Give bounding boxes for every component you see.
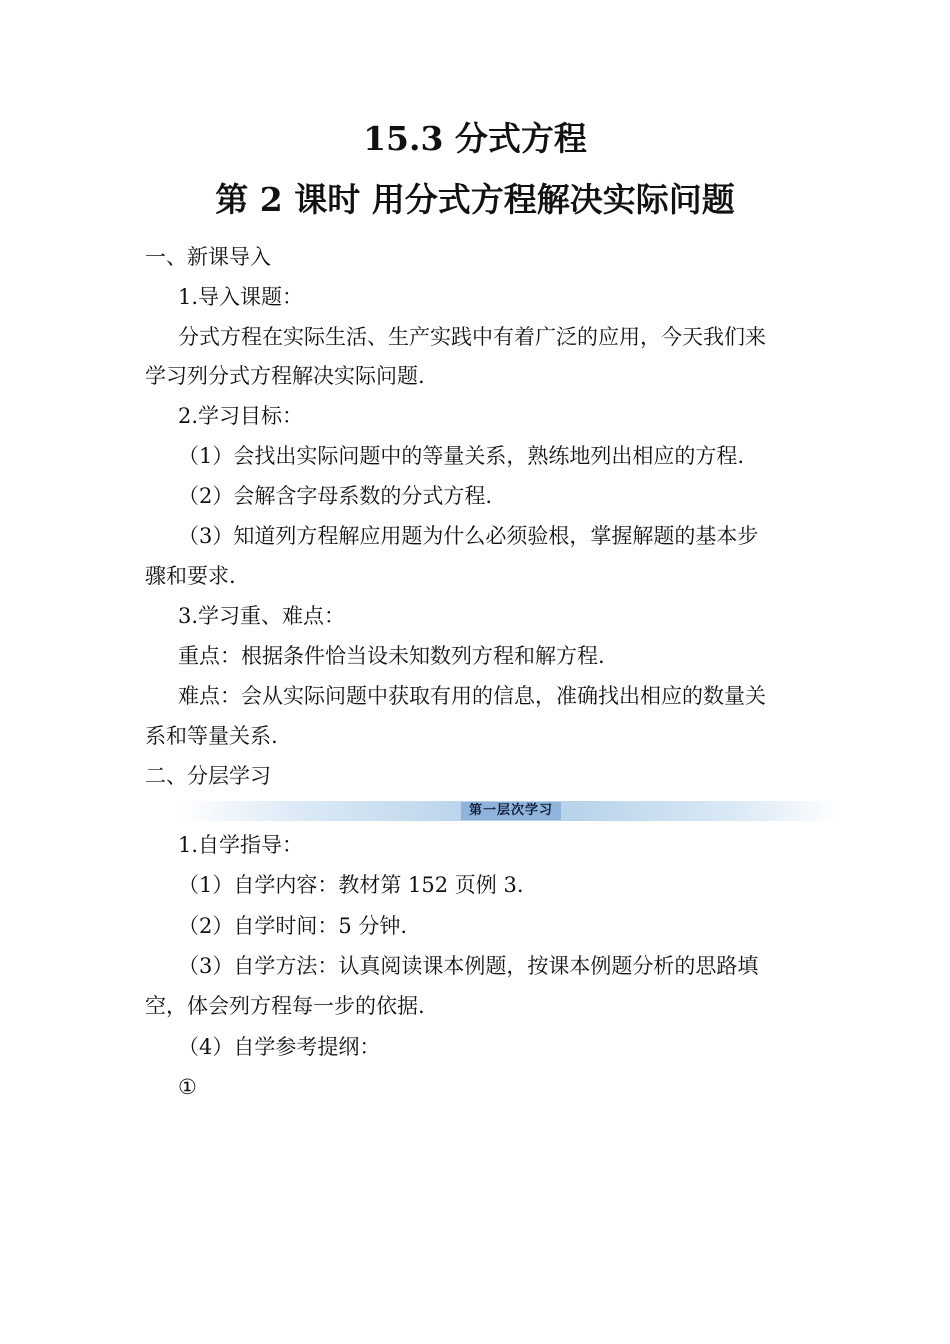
goal-item: （1）会找出实际问题中的等量关系，熟练地列出相应的方程.	[178, 444, 745, 468]
item-label-key-points: 3.学习重、难点：	[178, 604, 346, 628]
guide-item: （2）自学时间：5 分钟.	[178, 914, 408, 938]
goal-item: （2）会解含字母系数的分式方程.	[178, 484, 493, 508]
key-point-text: 重点：根据条件恰当设未知数列方程和解方程.	[178, 644, 605, 668]
guide-item: （3）自学方法：认真阅读课本例题，按课本例题分析的思路填	[178, 954, 759, 978]
level-banner-label: 第一层次学习	[461, 802, 561, 820]
guide-item: （1）自学内容：教材第 152 页例 3.	[178, 873, 524, 897]
page-title: 15.3 分式方程	[363, 119, 587, 158]
section-heading-intro: 一、新课导入	[145, 245, 271, 269]
paragraph-line: 分式方程在实际生活、生产实践中有着广泛的应用，今天我们来	[178, 325, 766, 349]
outline-item-marker: ①	[178, 1075, 197, 1099]
difficult-point-text: 难点：会从实际问题中获取有用的信息，准确找出相应的数量关	[178, 684, 766, 708]
goal-item: （3）知道列方程解应用题为什么必须验根，掌握解题的基本步	[178, 524, 759, 548]
paragraph-line: 学习列分式方程解决实际问题.	[145, 364, 425, 388]
guide-item-continued: 空，体会列方程每一步的依据.	[145, 994, 425, 1018]
guide-item: （4）自学参考提纲：	[178, 1035, 381, 1059]
difficult-point-continued: 系和等量关系.	[145, 724, 278, 748]
level-banner	[178, 801, 840, 821]
item-label-topic: 1.导入课题：	[178, 285, 304, 309]
section-heading-layered: 二、分层学习	[145, 764, 271, 788]
page-subtitle: 第 2 课时 用分式方程解决实际问题	[215, 180, 735, 219]
goal-item-continued: 骤和要求.	[145, 564, 236, 588]
item-label-self-study: 1.自学指导：	[178, 833, 304, 857]
item-label-goals: 2.学习目标：	[178, 404, 304, 428]
